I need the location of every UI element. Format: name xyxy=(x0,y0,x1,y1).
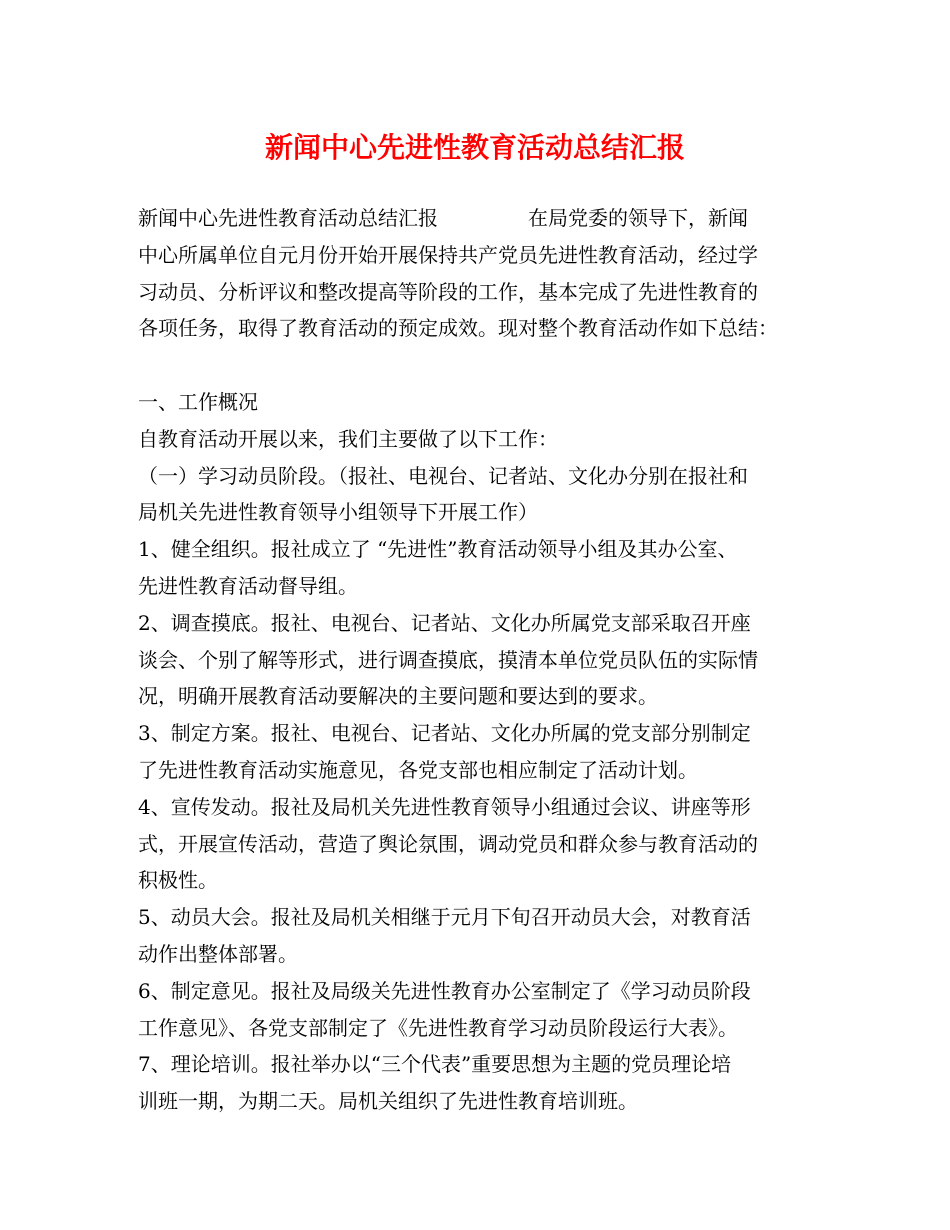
section-heading: 一、工作概况 xyxy=(138,389,258,414)
item-2-line-1: 2、调查摸底。报社、电视台、记者站、文化办所属党支部采取召开座 xyxy=(138,610,751,635)
item-2-line-2: 谈会、个别了解等形式，进行调查摸底，摸清本单位党员队伍的实际情 xyxy=(138,647,758,672)
item-7-line-1: 7、理论培训。报社举办以“三个代表”重要思想为主题的党员理论培 xyxy=(138,1052,732,1077)
item-5-line-1: 5、动员大会。报社及局机关相继于元月下旬召开动员大会，对教育活 xyxy=(138,905,751,930)
item-1-line-2: 先进性教育活动督导组。 xyxy=(138,573,358,598)
document-title: 新闻中心先进性教育活动总结汇报 xyxy=(264,131,685,164)
item-2-line-3: 况，明确开展教育活动要解决的主要问题和要达到的要求。 xyxy=(138,684,658,709)
item-7-line-2: 训班一期，为期二天。局机关组织了先进性教育培训班。 xyxy=(138,1089,638,1114)
body-line-3: 习动员、分析评议和整改提高等阶段的工作，基本完成了先进性教育的 xyxy=(138,279,758,304)
item-5-line-2: 动作出整体部署。 xyxy=(138,941,298,966)
body-line-2: 中心所属单位自元月份开始开展保持共产党员先进性教育活动，经过学 xyxy=(138,242,758,267)
intro-heading: 新闻中心先进性教育活动总结汇报 xyxy=(138,206,438,230)
intro-sentence-start: 在局党委的领导下，新闻 xyxy=(528,206,748,230)
item-4-line-3: 积极性。 xyxy=(138,868,218,893)
item-4-line-2: 式，开展宣传活动，营造了舆论氛围，调动党员和群众参与教育活动的 xyxy=(138,831,758,856)
item-6-line-1: 6、制定意见。报社及局级关先进性教育办公室制定了《学习动员阶段 xyxy=(138,978,751,1003)
item-4-line-1: 4、宣传发动。报社及局机关先进性教育领导小组通过会议、讲座等形 xyxy=(138,794,751,819)
subsection-heading: （一）学习动员阶段。（报社、电视台、记者站、文化办分别在报社和 xyxy=(138,463,748,488)
body-line-5: 自教育活动开展以来，我们主要做了以下工作： xyxy=(138,426,558,451)
item-1-line-1: 1、健全组织。报社成立了 “先进性”教育活动领导小组及其办公室、 xyxy=(138,537,738,562)
item-3-line-1: 3、制定方案。报社、电视台、记者站、文化办所属的党支部分别制定 xyxy=(138,721,751,746)
body-line-4: 各项任务，取得了教育活动的预定成效。现对整个教育活动作如下总结： xyxy=(138,316,778,341)
document-body xyxy=(138,200,828,1120)
body-line-6: 局机关先进性教育领导小组领导下开展工作） xyxy=(138,500,538,525)
item-6-line-2: 工作意见》、各党支部制定了《先进性教育学习动员阶段运行大表》。 xyxy=(138,1015,738,1040)
blank-line xyxy=(138,347,828,384)
item-3-line-2: 了先进性教育活动实施意见，各党支部也相应制定了活动计划。 xyxy=(138,757,698,782)
body-line-1 xyxy=(138,200,828,237)
